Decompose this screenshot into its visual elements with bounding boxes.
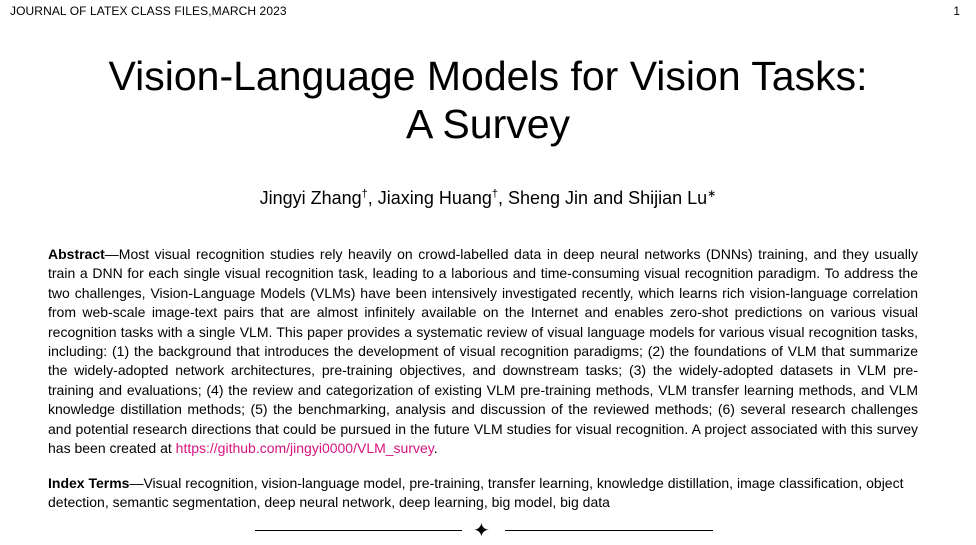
separator-diamond-icon: ✦	[473, 520, 490, 542]
project-link[interactable]: https://github.com/jingyi0000/VLM_survey	[175, 440, 434, 457]
paper-title	[0, 52, 976, 148]
corresponding-mark: ∗	[707, 188, 717, 200]
author-3-4: , Sheng Jin and Shijian Lu	[498, 188, 708, 208]
abstract-label: Abstract	[48, 246, 105, 262]
author-1-mark: †	[361, 188, 368, 200]
author-list	[0, 187, 976, 209]
section-separator	[0, 520, 976, 542]
abstract-end: .	[433, 440, 438, 457]
title-line-2: A Survey	[405, 101, 571, 147]
author-1: Jingyi Zhang	[259, 188, 362, 208]
journal-name: JOURNAL OF	[10, 4, 90, 18]
abstract	[48, 245, 918, 458]
index-terms-text: —Visual recognition, vision-language model, pre-training, transfer learning, knowledge distillation, image classification, object detection, semantic segmentation, deep neural network, deep learning, big model, big data	[48, 475, 904, 511]
author-2: , Jiaxing Huang	[367, 188, 492, 208]
title-line-1: Vision-Language Models for Vision Tasks:	[108, 53, 868, 99]
latex-logo: LATEX	[90, 4, 128, 18]
abstract-text: —Most visual recognition studies rely heavily on crowd-labelled data in deep neural networks (DNNs) training, and they usually train a DNN for each single visual recognition task, leading to a laborious and time-consuming visual recognition paradigm. To address the two challenges, Vision-Language Models (VLMs) have been intensively investigated recently, which learns rich vision-language correlation from web-scale image-text pairs that are almost infinitely available on the Internet and enables zero-shot predictions on various visual recognition tasks with a single VLM. This paper provides a systematic review of visual language models for various visual recognition tasks, including: (1) the background that introduces the development of visual recognition paradigms; (2) the foundations of VLM that summarize the widely-adopted network architectures, pre-training objectives, and downstream tasks; (3) the widely-adopted datasets in VLM pre-training and evaluations; (4) the review and categorization of existing VLM pre-training methods, VLM transfer learning methods, and VLM knowledge distillation methods; (5) the benchmarking, analysis and discussion of the reviewed methods; (6) several research challenges and potential research directions that could be pursued in the future VLM studies for visual recognition. A project associated with this survey has been created at	[48, 246, 918, 457]
author-2-mark: †	[491, 188, 498, 200]
separator-line-right	[505, 530, 713, 531]
running-header	[10, 4, 287, 18]
index-terms-label: Index Terms	[48, 475, 130, 491]
separator-line-left	[255, 530, 462, 531]
journal-date: CLASS FILES,MARCH 2023	[127, 4, 287, 18]
index-terms	[48, 474, 918, 513]
page-number: 1	[953, 4, 960, 18]
